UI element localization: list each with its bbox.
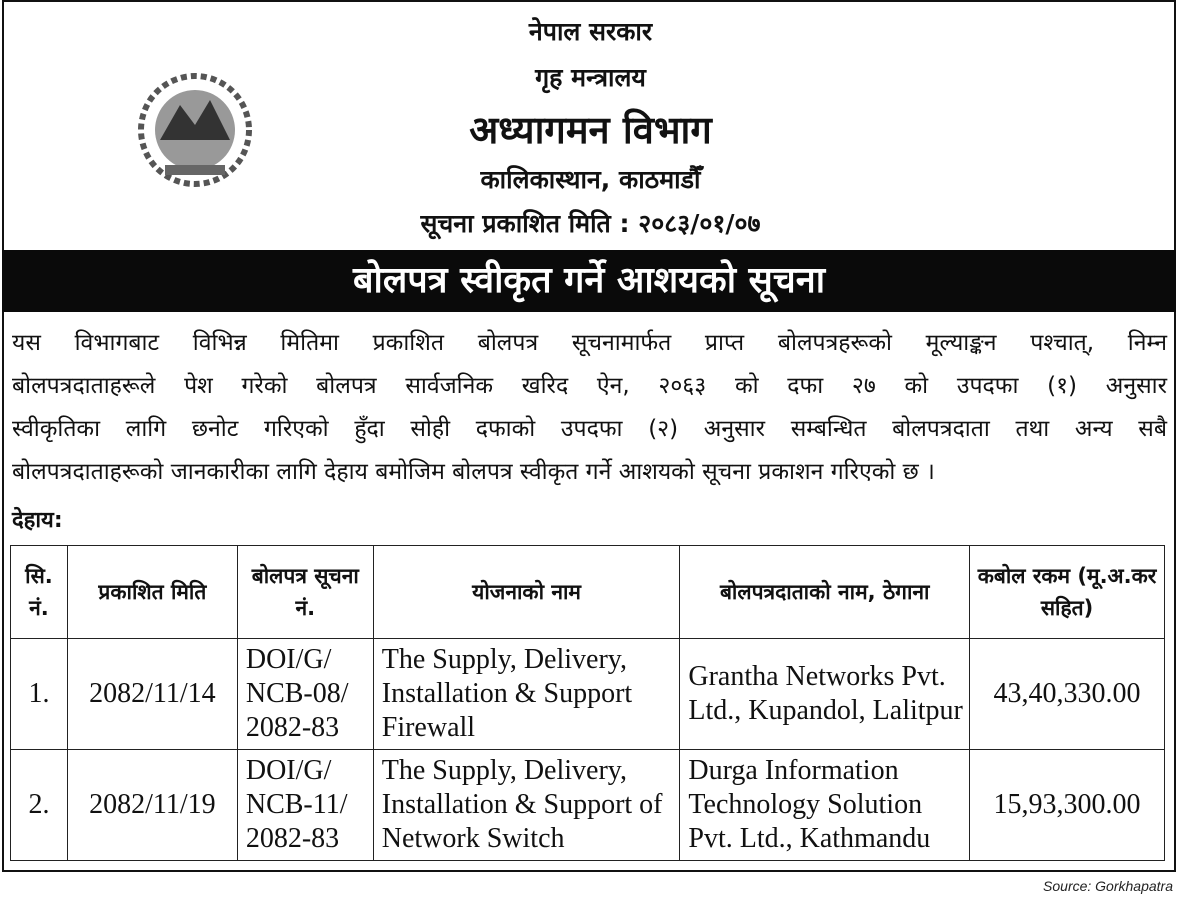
notice-body: [12, 322, 1167, 494]
body-line: बोलपत्रदाताहरूले पेश गरेको बोलपत्र सार्वजनिक खरिद ऐन, २०६३ को दफा २७ को उपदफा (१) अनुसार: [12, 373, 1167, 399]
cell-date: 2082/11/19: [67, 750, 237, 861]
cell-project: The Supply, Delivery, Installation & Support of Network Switch: [373, 750, 680, 861]
body-line: स्वीकृतिका लागि छनोट गरिएको हुँदा सोही दफाको उपदफा (२) अनुसार सम्बन्धित बोलपत्रदाता तथा अन्य सबै: [12, 416, 1167, 442]
col-header-amount: कबोल रकम (मू.अ.कर सहित): [970, 546, 1165, 639]
source-credit: Source: Gorkhapatra: [1043, 878, 1173, 894]
cell-amount: 43,40,330.00: [970, 639, 1165, 750]
col-header-date: प्रकाशित मिति: [67, 546, 237, 639]
ministry-name: गृह मन्त्रालय: [535, 63, 646, 92]
cell-sn: 1.: [11, 639, 68, 750]
table-row: [11, 639, 1165, 750]
dehay-label: देहाय:: [12, 508, 63, 533]
table-header-row: [11, 546, 1165, 639]
cell-notice-no: DOI/G/ NCB-11/ 2082-83: [237, 750, 373, 861]
cell-bidder: Grantha Networks Pvt. Ltd., Kupandol, Lalitpur: [680, 639, 970, 750]
bid-table: [10, 545, 1165, 861]
col-header-bidder: बोलपत्रदाताको नाम, ठेगाना: [680, 546, 970, 639]
table-row: [11, 750, 1165, 861]
body-line: यस विभागबाट विभिन्न मितिमा प्रकाशित बोलपत्र सूचनामार्फत प्राप्त बोलपत्रहरूको मूल्याङ्कन पश्चात्, निम्न: [12, 330, 1167, 356]
cell-amount: 15,93,300.00: [970, 750, 1165, 861]
col-header-notice-no: बोलपत्र सूचना नं.: [237, 546, 373, 639]
cell-sn: 2.: [11, 750, 68, 861]
col-header-project: योजनाको नाम: [373, 546, 680, 639]
cell-project: The Supply, Delivery, Installation & Support Firewall: [373, 639, 680, 750]
notice-title: बोलपत्र स्वीकृत गर्ने आशयको सूचना: [2, 250, 1176, 312]
address: कालिकास्थान, काठमाडौँ: [480, 165, 701, 194]
body-line: बोलपत्रदाताहरूको जानकारीका लागि देहाय बमोजिम बोलपत्र स्वीकृत गर्ने आशयको सूचना प्रकाशन गरिएको छ ।: [12, 459, 935, 485]
cell-date: 2082/11/14: [67, 639, 237, 750]
department-name: अध्यागमन विभाग: [469, 108, 712, 152]
cell-bidder: Durga Information Technology Solution Pvt. Ltd., Kathmandu: [680, 750, 970, 861]
publish-date: सूचना प्रकाशित मिति : २०८३/०१/०७: [420, 209, 761, 238]
col-header-sn: सि. नं.: [11, 546, 68, 639]
government-name: नेपाल सरकार: [528, 17, 653, 46]
cell-notice-no: DOI/G/ NCB-08/ 2082-83: [237, 639, 373, 750]
